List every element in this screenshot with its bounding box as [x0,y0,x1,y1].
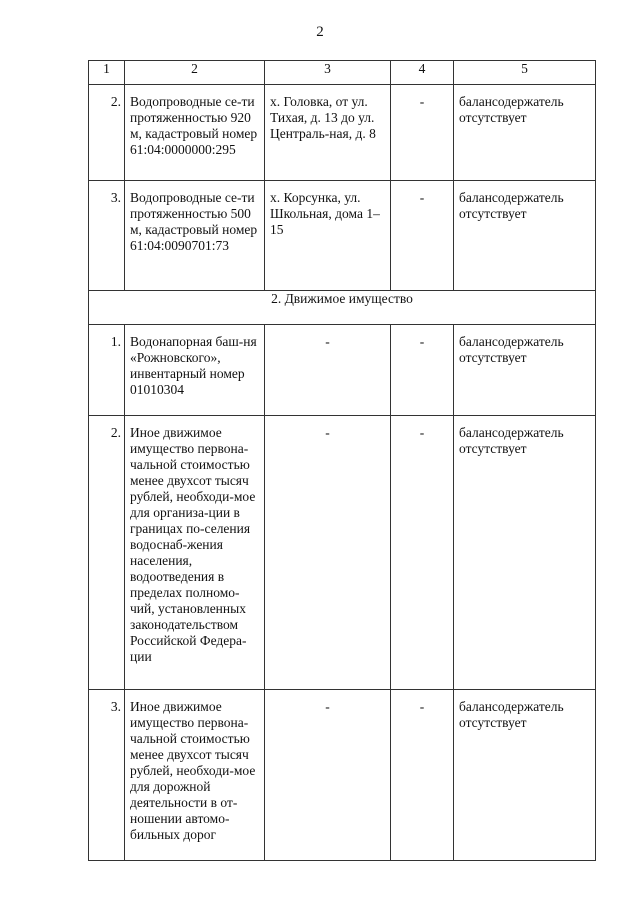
property-address: х. Корсунка, ул. Школьная, дома 1–15 [265,181,391,291]
property-table [88,60,596,861]
property-name: Водопроводные се-ти протяженностью 500 м, кадастровый номер 61:04:0090701:73 [125,181,265,291]
page-number: 2 [316,24,324,40]
header-cell: 5 [454,61,596,85]
row-number: 2. [89,416,125,690]
row-number: 3. [89,690,125,861]
table-row [89,85,596,181]
property-address: х. Головка, от ул. Тихая, д. 13 до ул. Централь-ная, д. 8 [265,85,391,181]
row-number: 3. [89,181,125,291]
balance-holder: балансодержатель отсутствует [454,181,596,291]
column-4-value: - [391,690,454,861]
section-title: 2. Движимое имущество [89,291,596,325]
table-row [89,690,596,861]
header-cell: 3 [265,61,391,85]
column-4-value: - [391,181,454,291]
property-address: - [265,416,391,690]
property-name: Иное движимое имущество первона-чальной стоимостью менее двухсот тысяч рублей, необходи-мое для организа-ции в границах по-селения водоснаб-жения населения, водоотведения в пределах полномо-чий, установленных законодательством Российской Федера-ции [125,416,265,690]
table-header-row [89,61,596,85]
property-name: Иное движимое имущество первона-чальной стоимостью менее двухсот тысяч рублей, необходи-мое для дорожной деятельности в от-ношении автомо-бильных дорог [125,690,265,861]
section-header-row [89,291,596,325]
property-address: - [265,325,391,416]
balance-holder: балансодержатель отсутствует [454,325,596,416]
row-number: 2. [89,85,125,181]
property-name: Водонапорная баш-ня «Рожновского», инвентарный номер 01010304 [125,325,265,416]
table-row [89,325,596,416]
column-4-value: - [391,325,454,416]
table-row [89,181,596,291]
balance-holder: балансодержатель отсутствует [454,416,596,690]
header-cell: 2 [125,61,265,85]
balance-holder: балансодержатель отсутствует [454,85,596,181]
balance-holder: балансодержатель отсутствует [454,690,596,861]
header-cell: 4 [391,61,454,85]
header-cell: 1 [89,61,125,85]
column-4-value: - [391,85,454,181]
column-4-value: - [391,416,454,690]
table-row [89,416,596,690]
row-number: 1. [89,325,125,416]
property-name: Водопроводные се-ти протяженностью 920 м, кадастровый номер 61:04:0000000:295 [125,85,265,181]
property-address: - [265,690,391,861]
